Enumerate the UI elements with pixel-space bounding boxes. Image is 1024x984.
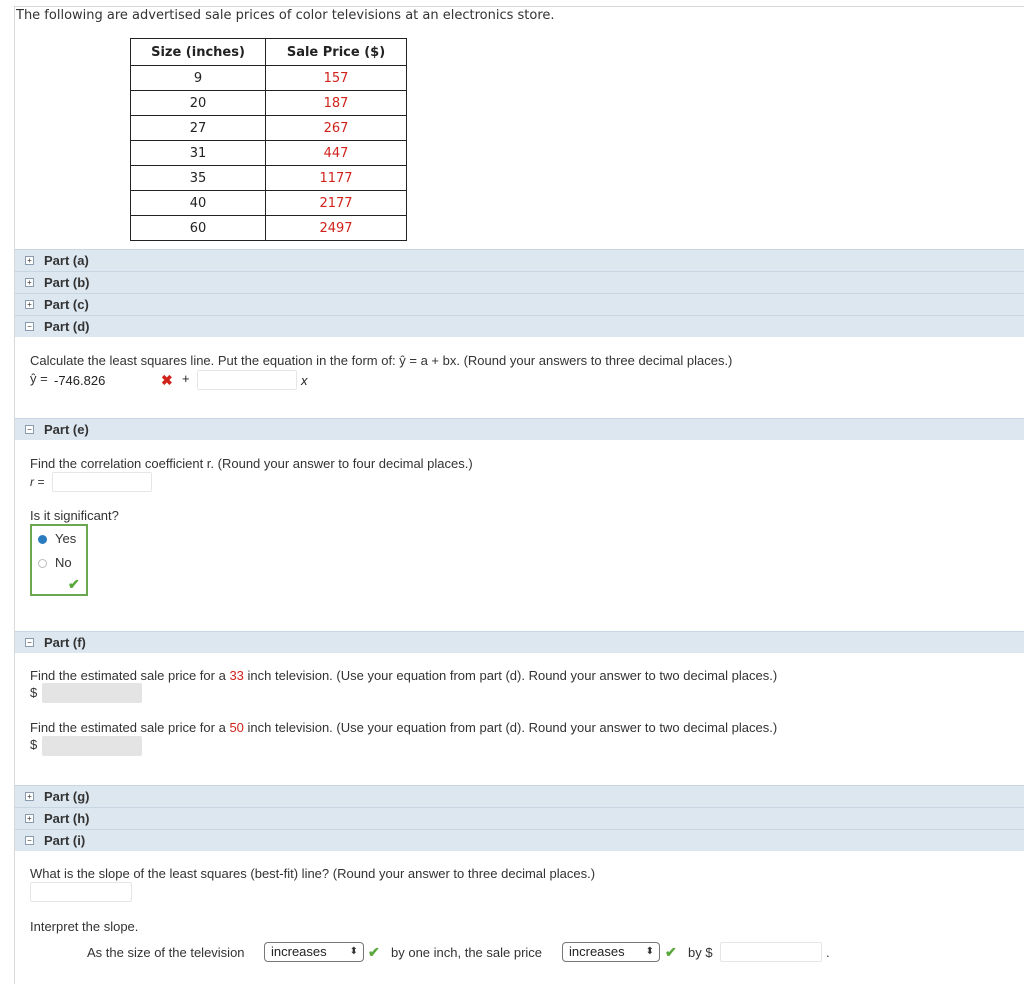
radio-yes[interactable] [38,531,76,546]
size-cell: 20 [131,91,266,116]
radio-yes-label: Yes [55,531,77,546]
part-c-header[interactable] [15,293,1024,315]
size-cell: 60 [131,216,266,241]
price-cell: 1177 [266,166,407,191]
interpret-label: Interpret the slope. [30,919,139,934]
correlation-input[interactable] [52,472,152,492]
r-label: r = [30,475,45,489]
radio-selected-icon[interactable] [38,535,47,544]
top-border [14,6,1024,7]
price-cell: 187 [266,91,407,116]
price-cell: 447 [266,141,407,166]
price-50-input[interactable] [42,736,142,756]
part-i-header[interactable] [15,829,1024,851]
dollar-sign: $ [30,685,38,700]
radio-no[interactable] [38,555,72,570]
price-cell: 157 [266,66,407,91]
intercept-input[interactable] [53,370,155,390]
part-e-header[interactable] [15,418,1024,440]
part-e-question: Find the correlation coefficient r. (Round your answer to four decimal places.) [30,456,473,471]
sentence-pre: As the size of the television [87,945,245,960]
collapse-icon[interactable]: − [25,638,34,647]
part-d-label: Part (d) [44,319,90,334]
table-row [131,166,407,191]
significant-question: Is it significant? [30,508,119,523]
price-direction-value: increases [569,944,625,959]
plus-sign: + [182,371,190,386]
size-cell: 27 [131,116,266,141]
price-cell: 267 [266,116,407,141]
q2-text-post: inch television. (Use your equation from part (d). Round your answer to two decimal places.) [243,720,778,735]
size-cell: 31 [131,141,266,166]
part-f-header[interactable] [15,631,1024,653]
yhat-prefix: ŷ = [30,371,48,386]
sentence-post: by $ [688,945,713,960]
radio-no-label: No [55,555,72,570]
part-e-label: Part (e) [44,422,89,437]
table-row [131,216,407,241]
part-f-question-1 [30,668,777,683]
expand-icon[interactable]: + [25,256,34,265]
select-arrows-icon: ⬍ [645,946,654,957]
collapse-icon[interactable]: − [25,322,34,331]
q1-text-post: inch television. (Use your equation from part (d). Round your answer to two decimal places.) [243,668,778,683]
sentence-mid: by one inch, the sale price [391,945,543,960]
part-d-question: Calculate the least squares line. Put the equation in the form of: ŷ = a + bx. (Round your answers to three decimal places.) [30,353,733,368]
tv-price-table [130,38,407,241]
size-direction-select[interactable] [264,942,364,962]
size-cell: 35 [131,166,266,191]
checkmark-icon: ✔ [68,576,80,592]
intercept-value: -746.826 [54,373,106,388]
collapse-icon[interactable]: − [25,425,34,434]
size-cell: 40 [131,191,266,216]
part-i-question: What is the slope of the least squares (best-fit) line? (Round your answer to three decimal places.) [30,866,596,881]
sentence-period: . [826,945,830,960]
radio-unselected-icon[interactable] [38,559,47,568]
problem-intro: The following are advertised sale prices of color televisions at an electronics store. [16,8,555,23]
select-arrows-icon: ⬍ [349,946,358,957]
q1-size: 33 [229,668,244,683]
table-row [131,141,407,166]
significance-radio-group [30,524,88,596]
slope-answer-input[interactable] [30,882,132,902]
q2-size: 50 [229,720,244,735]
table-row [131,191,407,216]
expand-icon[interactable]: + [25,792,34,801]
part-f-label: Part (f) [44,635,86,650]
size-direction-value: increases [271,944,327,959]
table-header-row [131,39,407,66]
checkmark-icon: ✔ [665,944,677,960]
part-g-label: Part (g) [44,789,90,804]
part-b-label: Part (b) [44,275,90,290]
expand-icon[interactable]: + [25,278,34,287]
checkmark-icon: ✔ [368,944,380,960]
part-c-label: Part (c) [44,297,89,312]
price-change-input[interactable] [720,942,822,962]
incorrect-icon: ✖ [161,372,173,388]
part-a-label: Part (a) [44,253,89,268]
table-row [131,116,407,141]
expand-icon[interactable]: + [25,300,34,309]
column-header-price: Sale Price ($) [266,39,407,66]
price-33-input[interactable] [42,683,142,703]
slope-input[interactable] [197,370,297,390]
price-cell: 2177 [266,191,407,216]
part-d-header[interactable] [15,315,1024,337]
collapse-icon[interactable]: − [25,836,34,845]
part-g-header[interactable] [15,785,1024,807]
dollar-sign: $ [30,737,38,752]
part-i-label: Part (i) [44,833,86,848]
size-cell: 9 [131,66,266,91]
part-h-label: Part (h) [44,811,90,826]
x-variable: x [301,373,308,388]
table-row [131,66,407,91]
expand-icon[interactable]: + [25,814,34,823]
q1-text-pre: Find the estimated sale price for a [30,668,230,683]
part-a-header[interactable] [15,249,1024,272]
column-header-size: Size (inches) [131,39,266,66]
part-h-header[interactable] [15,807,1024,829]
part-b-header[interactable] [15,271,1024,293]
price-direction-select[interactable] [562,942,660,962]
table-row [131,91,407,116]
part-f-question-2 [30,720,777,735]
q2-text-pre: Find the estimated sale price for a [30,720,230,735]
price-cell: 2497 [266,216,407,241]
